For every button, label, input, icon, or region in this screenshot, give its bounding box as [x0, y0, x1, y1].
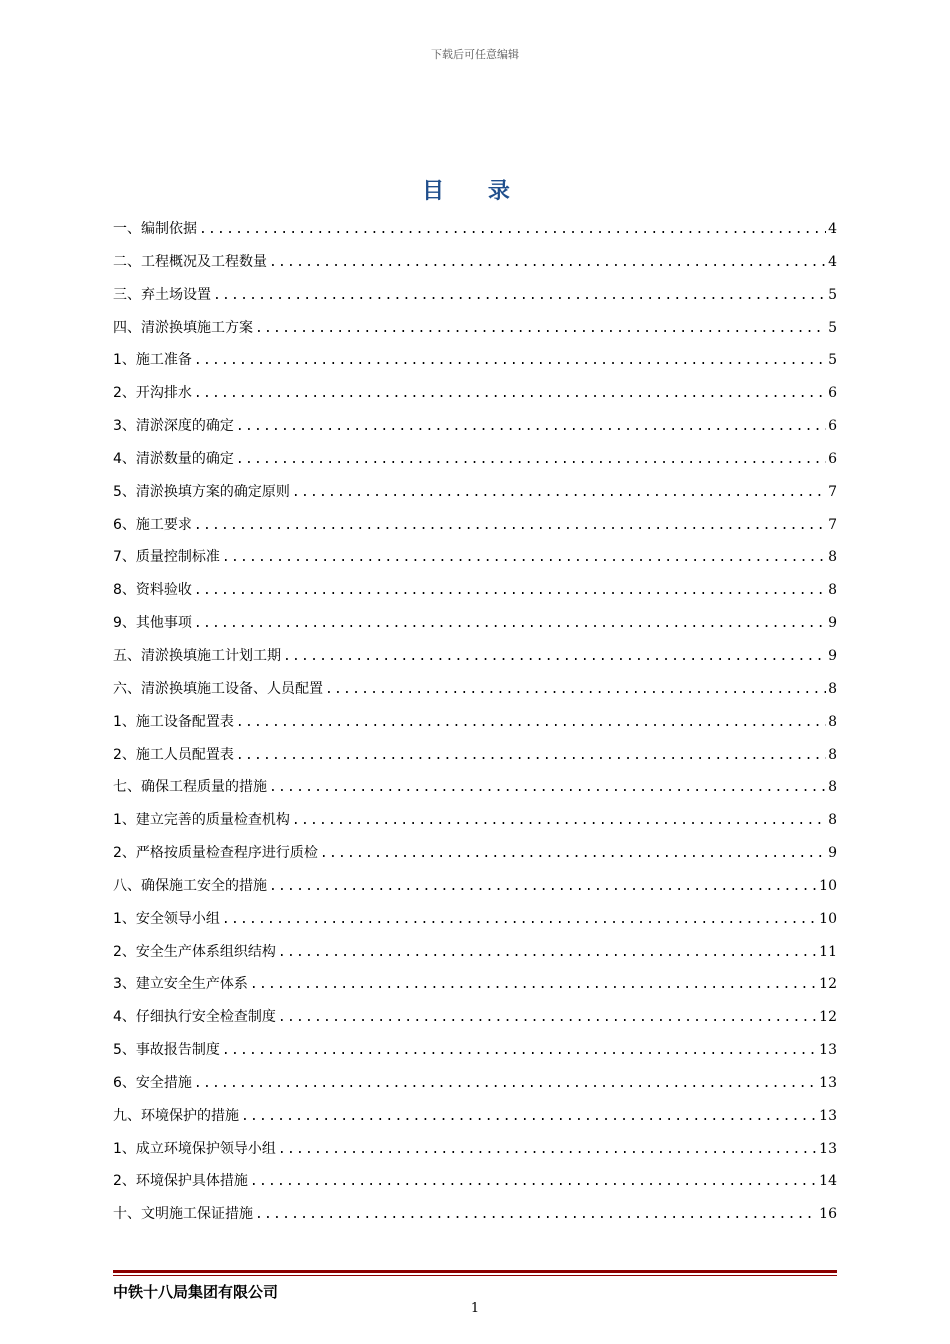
toc-dot-leader [278, 1005, 817, 1031]
toc-entry[interactable] [113, 315, 837, 348]
toc-dot-leader [269, 874, 817, 900]
toc-dot-leader [292, 808, 826, 834]
toc-entry[interactable] [113, 544, 837, 577]
toc-entry-label: 6、安全措施 [113, 1074, 192, 1091]
toc-dot-leader [236, 447, 826, 473]
toc-entry-label: 1、施工准备 [113, 352, 192, 369]
toc-dot-leader [194, 513, 826, 539]
toc-entry[interactable] [113, 643, 837, 676]
toc-entry[interactable] [113, 1168, 837, 1201]
toc-entry-label: 九、环境保护的措施 [113, 1107, 239, 1124]
toc-entry[interactable] [113, 1037, 837, 1070]
toc-entry-page: 8 [828, 680, 837, 697]
toc-entry-label: 5、清淤换填方案的确定原则 [113, 483, 290, 500]
toc-entry-label: 七、确保工程质量的措施 [113, 779, 267, 796]
toc-dot-leader [199, 217, 826, 243]
toc-dot-leader [241, 1104, 817, 1130]
toc-dot-leader [194, 1071, 817, 1097]
toc-entry-page: 12 [819, 1009, 837, 1026]
toc-entry-label: 五、清淤换填施工计划工期 [113, 647, 281, 664]
toc-entry[interactable] [113, 939, 837, 972]
toc-entry-page: 8 [828, 549, 837, 566]
toc-dot-leader [283, 644, 826, 670]
toc-entry-page: 7 [828, 516, 837, 533]
toc-entry-label: 三、弃土场设置 [113, 286, 211, 303]
toc-entry[interactable] [113, 742, 837, 775]
toc-entry-page: 6 [828, 385, 837, 402]
toc-entry-label: 8、资料验收 [113, 582, 192, 599]
toc-entry-label: 1、施工设备配置表 [113, 713, 234, 730]
toc-entry-label: 1、安全领导小组 [113, 910, 220, 927]
toc-entry-page: 13 [819, 1042, 837, 1059]
toc-entry[interactable] [113, 577, 837, 610]
toc-dot-leader [222, 1038, 817, 1064]
toc-entry-label: 一、编制依据 [113, 221, 197, 237]
toc-entry[interactable] [113, 446, 837, 479]
toc-title: 目 录 [422, 179, 528, 204]
toc-dot-leader [194, 348, 826, 374]
toc-entry-label: 四、清淤换填施工方案 [113, 319, 253, 336]
toc-entry-page: 10 [819, 910, 837, 927]
toc-entry[interactable] [113, 873, 837, 906]
toc-dot-leader [250, 1169, 817, 1195]
toc-dot-leader [222, 545, 826, 571]
toc-entry-page: 6 [828, 450, 837, 467]
toc-dot-leader [236, 710, 826, 736]
toc-entry-page: 8 [828, 582, 837, 599]
toc-entry[interactable] [113, 347, 837, 380]
toc-entry-page: 4 [828, 253, 837, 270]
toc-entry[interactable] [113, 216, 837, 249]
toc-entry-label: 八、确保施工安全的措施 [113, 877, 267, 894]
toc-entry-label: 3、建立安全生产体系 [113, 976, 248, 993]
toc-dot-leader [269, 250, 826, 276]
toc-entry-label: 1、成立环境保护领导小组 [113, 1140, 276, 1157]
toc-entry-page: 8 [828, 812, 837, 829]
toc-entry-page: 5 [828, 319, 837, 336]
page-number: 1 [470, 1301, 480, 1316]
toc-entry-page: 8 [828, 779, 837, 796]
toc-dot-leader [325, 677, 826, 703]
toc-entry-page: 9 [828, 845, 837, 862]
toc-entry-label: 2、环境保护具体措施 [113, 1173, 248, 1190]
toc-entry[interactable] [113, 380, 837, 413]
toc-entry-label: 2、施工人员配置表 [113, 746, 234, 763]
toc-entry-page: 14 [819, 1173, 837, 1190]
toc-entry-label: 4、仔细执行安全检查制度 [113, 1009, 276, 1026]
toc-entry-page: 13 [819, 1074, 837, 1091]
toc-entry-label: 六、清淤换填施工设备、人员配置 [113, 680, 323, 697]
toc-entry-label: 十、文明施工保证措施 [113, 1206, 253, 1223]
toc-entry[interactable] [113, 1004, 837, 1037]
toc-entry[interactable] [113, 413, 837, 446]
toc-entry-label: 二、工程概况及工程数量 [113, 253, 267, 270]
toc-entry[interactable] [113, 1136, 837, 1169]
toc-entry-label: 2、开沟排水 [113, 385, 192, 402]
toc-dot-leader [213, 283, 826, 309]
header-note: 下载后可任意编辑 [431, 48, 519, 61]
toc-entry[interactable] [113, 249, 837, 282]
toc-entry[interactable] [113, 709, 837, 742]
toc-entry-label: 6、施工要求 [113, 516, 192, 533]
toc-entry[interactable] [113, 971, 837, 1004]
toc-entry-page: 8 [828, 713, 837, 730]
toc-entry-page: 9 [828, 615, 837, 632]
toc-entry[interactable] [113, 282, 837, 315]
toc-entry-label: 7、质量控制标准 [113, 549, 220, 566]
toc-dot-leader [278, 940, 817, 966]
toc-list [113, 216, 837, 1234]
toc-dot-leader [292, 480, 826, 506]
toc-dot-leader [255, 1202, 817, 1228]
toc-entry-page: 12 [819, 976, 837, 993]
toc-dot-leader [194, 578, 826, 604]
toc-entry[interactable] [113, 807, 837, 840]
toc-entry-page: 10 [819, 877, 837, 894]
toc-entry[interactable] [113, 512, 837, 545]
toc-entry[interactable] [113, 610, 837, 643]
toc-entry-page: 4 [828, 221, 837, 237]
toc-entry[interactable] [113, 676, 837, 709]
toc-entry-label: 9、其他事项 [113, 615, 192, 632]
toc-entry[interactable] [113, 774, 837, 807]
footer-rule-thin [113, 1275, 837, 1276]
toc-dot-leader [194, 611, 826, 637]
toc-dot-leader [194, 381, 826, 407]
toc-entry-page: 8 [828, 746, 837, 763]
toc-dot-leader [236, 743, 826, 769]
toc-entry-label: 3、清淤深度的确定 [113, 418, 234, 435]
toc-entry[interactable] [113, 906, 837, 939]
toc-entry-page: 5 [828, 286, 837, 303]
toc-dot-leader [222, 907, 817, 933]
toc-entry[interactable] [113, 479, 837, 512]
toc-entry[interactable] [113, 1103, 837, 1136]
toc-dot-leader [320, 841, 826, 867]
toc-dot-leader [269, 775, 826, 801]
toc-entry-page: 11 [819, 943, 837, 960]
toc-entry-page: 7 [828, 483, 837, 500]
toc-entry-label: 4、清淤数量的确定 [113, 450, 234, 467]
footer-company: 中铁十八局集团有限公司 [113, 1283, 279, 1301]
toc-dot-leader [250, 972, 817, 998]
toc-entry-label: 2、严格按质量检查程序进行质检 [113, 845, 318, 862]
toc-entry-label: 1、建立完善的质量检查机构 [113, 812, 290, 829]
toc-entry-page: 13 [819, 1140, 837, 1157]
toc-dot-leader [236, 414, 826, 440]
footer-rule-thick [113, 1270, 837, 1273]
toc-entry-label: 2、安全生产体系组织结构 [113, 943, 276, 960]
toc-entry-page: 13 [819, 1107, 837, 1124]
toc-entry[interactable] [113, 1070, 837, 1103]
toc-dot-leader [255, 316, 826, 342]
toc-entry-page: 6 [828, 418, 837, 435]
toc-entry-label: 5、事故报告制度 [113, 1042, 220, 1059]
toc-entry-page: 9 [828, 647, 837, 664]
toc-entry-page: 16 [819, 1206, 837, 1223]
toc-entry[interactable] [113, 840, 837, 873]
toc-entry-page: 5 [828, 352, 837, 369]
toc-entry[interactable] [113, 1201, 837, 1234]
toc-dot-leader [278, 1137, 817, 1163]
